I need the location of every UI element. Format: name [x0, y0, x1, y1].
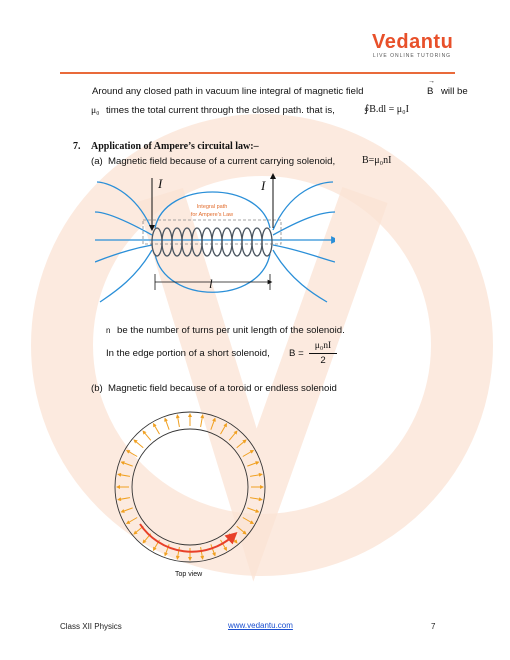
toroid-field-tick	[128, 518, 138, 524]
n-symbol: n	[106, 326, 111, 335]
item-b-text: Magnetic field because of a toroid or endless solenoid	[108, 383, 337, 394]
toroid-field-tick	[128, 451, 138, 457]
toroid-field-tick	[243, 451, 253, 457]
item-b-label: (b)	[91, 383, 103, 394]
section-number: 7.	[73, 141, 81, 152]
edge-text: In the edge portion of a short solenoid,	[106, 348, 270, 359]
toroid-field-tick	[237, 441, 245, 448]
toroid-field-tick	[243, 518, 253, 524]
ampere-law-formula: ∮B.dl = μ₀I	[364, 104, 409, 115]
logo-wordmark: Vedantu	[372, 31, 454, 53]
toroid-field-tick	[250, 498, 261, 500]
logo-tagline: LIVE ONLINE TUTORING	[372, 53, 452, 59]
toroid-field-tick	[177, 416, 179, 427]
toroid-field-tick	[122, 508, 132, 512]
integral-path-label-1: Integral path	[196, 204, 228, 210]
solenoid-diagram	[95, 170, 335, 310]
edge-formula-denominator: 2	[320, 355, 326, 366]
intro-line1-end: will be	[441, 86, 468, 97]
edge-formula-numerator: μ₀nI	[314, 340, 332, 351]
toroid-field-tick	[144, 432, 151, 440]
toroid-field-tick	[211, 419, 215, 429]
toroid-field-tick	[201, 547, 203, 558]
toroid-field-tick	[221, 425, 227, 435]
edge-formula-fraction-bar	[309, 353, 337, 354]
vedantu-logo	[372, 32, 452, 59]
footer-website-link[interactable]: www.vedantu.com	[228, 621, 293, 630]
toroid-caption: Top view	[175, 571, 203, 578]
toroid-field-tick	[122, 462, 132, 466]
toroid-field-tick	[247, 462, 257, 466]
header-rule	[60, 72, 455, 74]
toroid-field-tick	[229, 432, 236, 440]
footer-link-wrap	[228, 621, 293, 630]
toroid-field-tick	[135, 441, 143, 448]
n-definition: be the number of turns per unit length of the solenoid.	[117, 325, 345, 336]
intro-line2: times the total current through the closed path. that is,	[106, 105, 335, 116]
section-title: Application of Ampere’s circuital law:–	[91, 141, 259, 152]
toroid-diagram	[105, 402, 275, 580]
toroid-field-tick	[154, 425, 160, 435]
toroid-field-tick	[119, 498, 130, 500]
integral-path-label-2: for Ampere's Law	[190, 212, 234, 218]
current-label-left: I	[158, 176, 163, 191]
toroid-field-tick	[165, 419, 169, 429]
toroid-field-tick	[201, 416, 203, 427]
intro-vector-b: → B	[427, 78, 435, 97]
toroid-field-tick	[237, 526, 245, 533]
item-a-text: Magnetic field because of a current carrying solenoid,	[108, 156, 336, 167]
intro-mu0: μ₀	[91, 105, 100, 116]
current-label-right: I	[261, 178, 266, 193]
length-label: l	[209, 276, 213, 291]
toroid-field-tick	[119, 474, 130, 476]
edge-formula-lhs: B =	[289, 348, 304, 359]
solenoid-formula: B=μ₀nI	[362, 155, 392, 166]
toroid-field-tick	[250, 474, 261, 476]
intro-line1: Around any closed path in vacuum line integral of magnetic field	[92, 86, 364, 97]
toroid-field-tick	[177, 547, 179, 558]
footer-subject: Class XII Physics	[60, 622, 122, 631]
page-number: 7	[431, 622, 436, 631]
item-a-label: (a)	[91, 156, 103, 167]
toroid-field-tick	[247, 508, 257, 512]
